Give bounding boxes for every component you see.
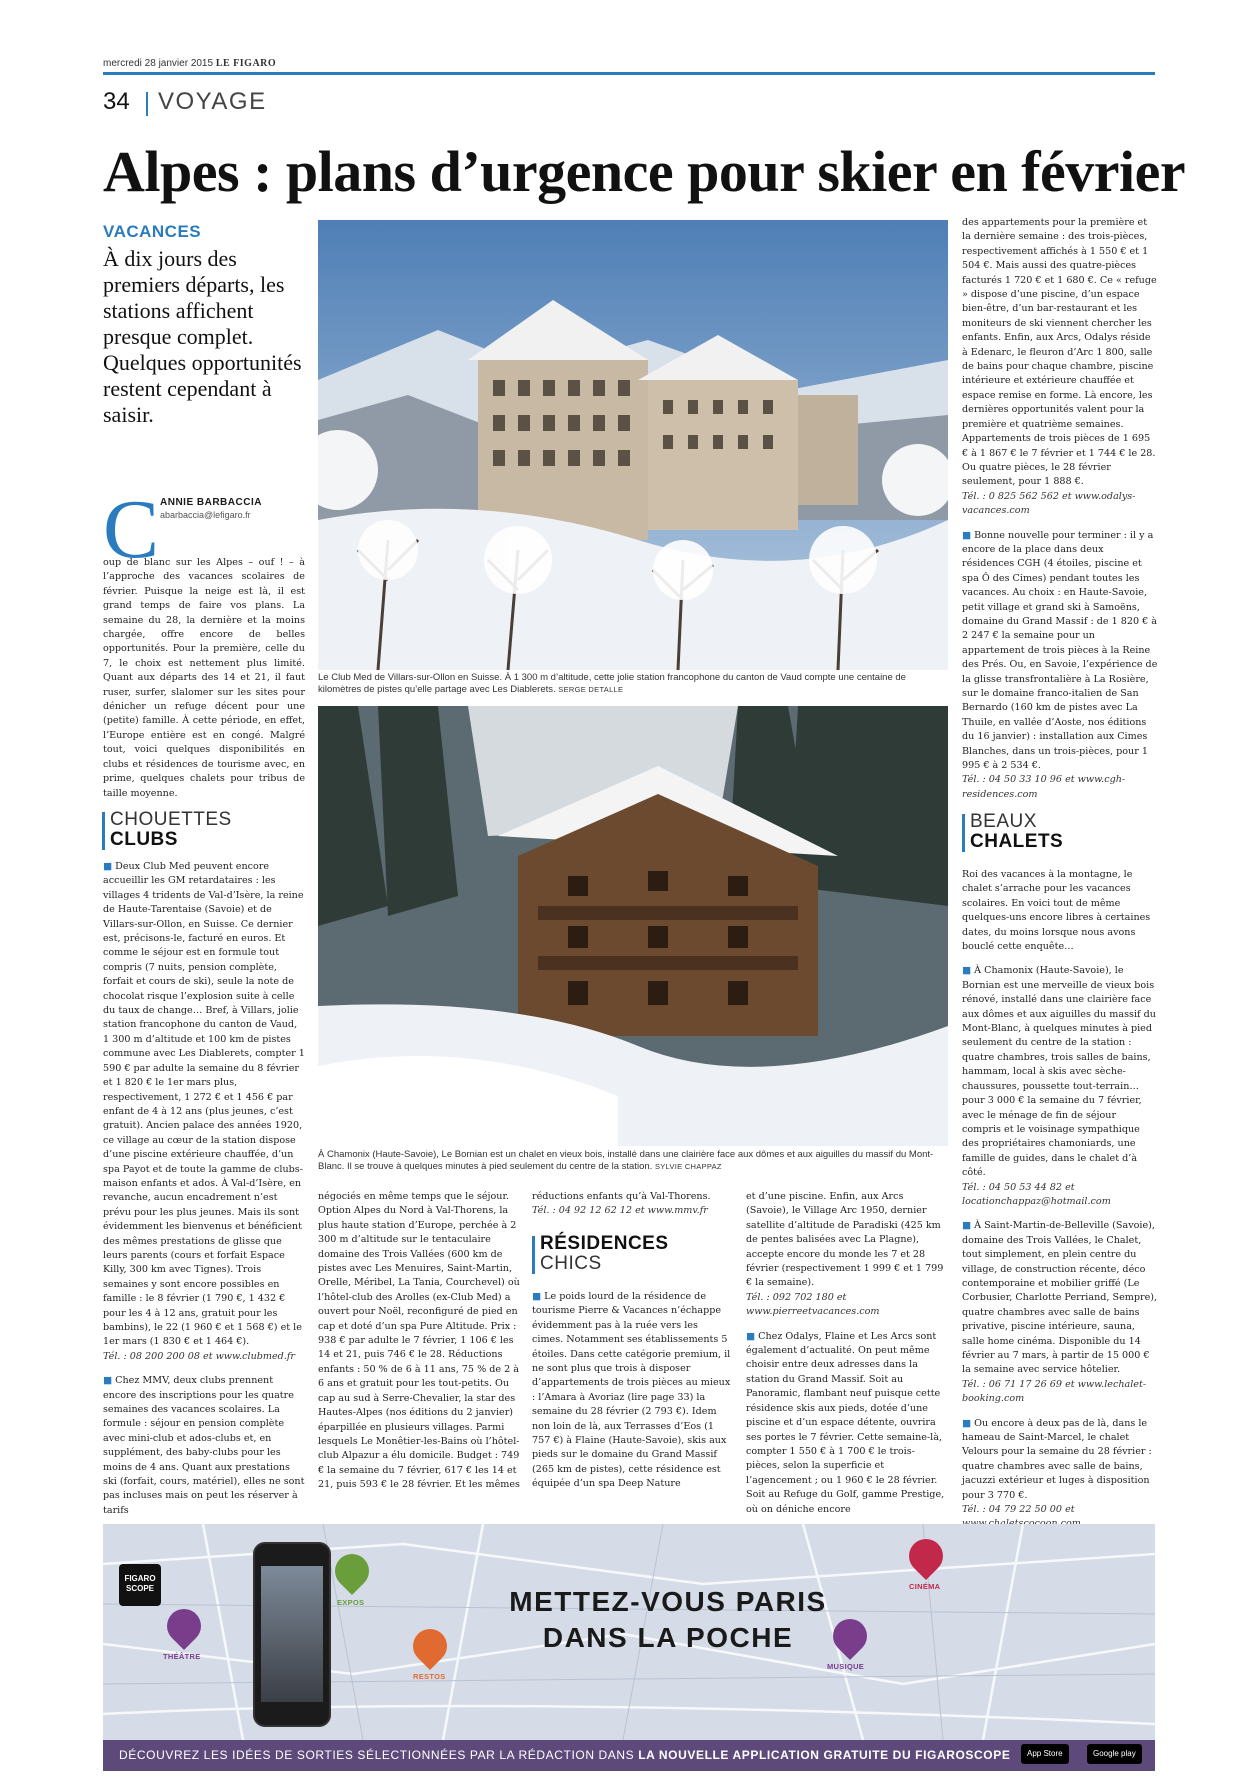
photo-caption-club-med: Le Club Med de Villars-sur-Ollon en Suisse. À 1 300 m d’altitude, cette jolie station francophone du canton de Vaud compte une centaine de kilomètres de pistes qu’elle partage avec Les Diablerets. SERGE DETALLE xyxy=(318,672,906,695)
pin-label-restos: RESTOS xyxy=(413,1672,446,1681)
photo-club-med xyxy=(318,220,948,670)
pierre-vacances-paragraph-continued: et d’une piscine. Enfin, aux Arcs (Savoie), le Village Arc 1950, dernier satellite d’altitude de Paradiski (425 km de pentes balisées avec La Plagne), accepte encore du monde les 7 et 28 février (respectivement 1 999 € et 1 799 € la semaine). xyxy=(746,1191,944,1289)
cgh-paragraph: Bonne nouvelle pour terminer : il y a encore de la place dans deux résidences CGH (4 étoiles, piscine et spa Ô des Cimes) pendant toutes les vacances. Au choix : en Haute-Savoie, petit village et grand ski à Samoëns, domaine du Grand Massif : de 1 820 € à 2 247 € la semaine pour un appartement de trois pièces à la Reine des Prés. Ou, en Savoie, l’expérience de la glisse transfrontalière à La Rosière, sur le domaine franco-italien de San Bernardo (160 km de pistes avec La Thuile, en vallée d’Aoste, nos éditions du 16 janvier) : installation aux Cimes Blanches, dans un trois-pièces, pour 1 995 € à 2 534 €. xyxy=(962,529,1158,772)
article-column-6: Roi des vacances à la montagne, le chalet s’arrache pour les vacances scolaires. En voici tout de même quelques-uns encore libres à certaines dates, du moins lorsque nous avons bouclé cette enquête… ■ À Chamonix (Haute-Savoie), le Bornian est une merveille de vieux bois rénové, installé dans une clairière face aux dômes et aux aiguilles du massif du Mont-Blanc, à quelques minutes à pied seulement du centre de la station : quatre chambres, trois salles de bains, hammam, local à skis avec sèche-chaussures, poussette tout-terrain… pour 3 000 € la semaine du 7 février, avec le ménage de fin de séjour compris et le voisinage sympathique des propriétaires chamoniards, une famille de guides, dans le chalet d’à côté. Tél. : 04 50 53 44 82 et locationchappaz@hotmail.com ■ À Saint-Martin-de-Belleville (Savoie), domaine des Trois Vallées, le Chalet, tout simplement, en plein centre du village, de construction récente, déco contemporaine et mobilier griffé (Le Corbusier, Charlotte Perriand, Sempre), quatre chambres avec salle de bains privative, piscine intérieure, sauna, salle home cinéma. Disponible du 14 février au 7 mars, à partir de 15 000 € la semaine avec service hôtelier. Tél. : 06 71 17 26 69 et www.lechalet-booking.com ■ Ou encore à deux pas de là, dans le hameau de Saint-Marcel, le chalet Velours pour la semaine du 28 février : quatre chambres avec salle de bains, jacuzzi extérieur et luges à disposition pour 3 770 €. Tél. : 04 79 22 50 00 et xyxy=(962,868,1158,1510)
section-title-clubs: CHOUETTES CLUBS xyxy=(110,810,232,850)
author-email: abarbaccia@lefigaro.fr xyxy=(160,510,251,520)
page-number-divider xyxy=(146,92,148,116)
byline xyxy=(160,496,262,522)
pin-label-theatre: THÉÂTRE xyxy=(163,1652,201,1661)
top-rule xyxy=(103,72,1155,75)
mmv-paragraph: Chez MMV, deux clubs prennent encore des inscriptions pour les quatre semaines des vacances scolaires. La formule : séjour en pension complète avec mini-club et ados-clubs et, en supplément, des baby-clubs pour les moins de 4 ans. Quant aux prestations ski (forfait, cours, matériel), elles ne sont pas incluses mais on peut les réserver à tarifs xyxy=(103,1375,305,1516)
ad-bottom-band: DÉCOUVREZ LES IDÉES DE SORTIES SÉLECTIONNÉES PAR LA RÉDACTION DANS LA NOUVELLE APPLICATION GRATUITE DU FIGAROSCOPE xyxy=(103,1740,1155,1771)
pin-label-cinema: CINÉMA xyxy=(909,1582,941,1591)
figaroscope-advertisement[interactable] xyxy=(103,1524,1155,1771)
page-number: 34 xyxy=(103,88,130,115)
pierre-vacances-paragraph: Le poids lourd de la résidence de tourisme Pierre & Vacances n’échappe évidemment pas à la ruée vers les cimes. Notamment ses établissements 5 étoiles. Dans cette catégorie premium, il ne sont plus que trois à disposer d’appartements de trois pièces au mieux : l’Amara à Avoriaz (lire page 33) la semaine du 28 février (2 793 €). Idem non loin de là, aux Terrasses d’Eos (1 757 €) à Flaine (Haute-Savoie), skis aux pieds sur le domaine du Grand Massif (265 km de pistes), cette résidence est équipée d’un spa Deep Nature xyxy=(532,1291,731,1490)
chalet-velours-paragraph: Ou encore à deux pas de là, dans le hameau de Saint-Marcel, le chalet Velours pour la semaine du 28 février : quatre chambres avec salle de bains, jacuzzi extérieur et luges à disposition pour 3 770 €. xyxy=(962,1417,1152,1501)
ad-title: METTEZ-VOUS PARIS DANS LA POCHE xyxy=(509,1586,827,1653)
mmv-paragraph-end: réductions enfants qu’à Val-Thorens. xyxy=(532,1191,711,1202)
article-column-2 xyxy=(318,1190,520,1510)
figaroscope-logo: FIGARO SCOPE xyxy=(119,1564,161,1606)
section-title-residences: RÉSIDENCES CHICS xyxy=(540,1234,669,1274)
odalys-paragraph: Chez Odalys, Flaine et Les Arcs sont également d’actualité. On peut même choisir entre deux adresses dans la station du Grand Massif. Soit au Panoramic, flambant neuf puisque cette résidence skis aux pieds, dotée d’une piscine et d’un espace détente, ouvrira ses portes le 7 février. Cette semaine-là, compter 1 550 € à 1 700 € le trois-pièces, selon la superficie et l’agencement ; ou 1 960 € le 28 février. Soit au Refuge du Golf, gamme Prestige, où on déniche encore xyxy=(746,1330,945,1515)
lead-paragraph: oup de blanc sur les Alpes – ouf ! – à l’approche des vacances scolaires de février. Puisque la neige est là, il est grand temps de faire vos plans. La semaine du 28, la dernière et la moins chargée, offre encore de belles opportunités. Pour la première, celle du 7, le choix est nettement plus limité. Quant aux départs des 14 et 21, il faut ruser, surfer, slalomer sur les sites pour dénicher un refuge décent pour une (petite) famille. À cette période, en effet, l’Europe entière est en congé. Malgré tout, voici quelques disponibilités en clubs et résidences de tourisme avec, en prime, quelques chalets pour tribus de taille moyenne. xyxy=(103,557,305,799)
pierre-vacances-contact: Tél. : 092 702 180 et www.pierreetvacances.com xyxy=(746,1291,880,1318)
author-name: ANNIE BARBACCIA xyxy=(160,497,262,508)
mmv-paragraph-continued: négociés en même temps que le séjour. Option Alpes du Nord à Val-Thorens, la plus haute station d’Europe, perchée à 2 300 m d’altitude sur le tentaculaire domaine des Trois Vallées (600 km de pistes avec Les Menuires, Saint-Martin, Orelle, Méribel, La Tania, Courchevel) où l’hôtel-club des Arolles (ex-Club Med) a ouvert pour Noël, reconfiguré de pied en cap et doté d’un spa Pure Altitude. Prix : 938 € par adulte le 7 février, 1 106 € les 14 et 21, puis 746 € le 28. Réductions enfants : 50 % de 6 à 11 ans, 75 % de 2 à 6 ans et gratuit pour les tout-petits. Ou cap au sud à Serre-Chevalier, la star des Hautes-Alpes (nos éditions du 2 janvier) éparpillée en plusieurs villages. Parmi lesquels Le Monêtier-les-Bains où l’hôtel-club Alpazur a élu domicile. Budget : 749 € la semaine du 7 février, 617 € les 14 et 21, puis 593 € le 28 février. Et les mêmes xyxy=(318,1191,520,1491)
odalys-paragraph-continued: des appartements pour la première et la dernière semaine : des trois-pièces, respectivement affichés à 1 550 € et 1 504 €. Mais aussi des quatre-pièces facturés 1 720 € et 1 680 €. Ce « refuge » dispose d’une piscine, d’un espace bien-être, d’un bar-restaurant et les moniteurs de ski viennent chercher les enfants. Enfin, aux Arcs, Odalys réside à Edenarc, le fleuron d’Arc 1 800, salle de bains pour chaque chambre, piscine intérieure et extérieure chauffée et espace remise en forme. Là encore, les dernières opportunités valent pour la première et quatrième semaines. Appartements de trois pièces de 1 695 € à 1 867 € le 7 février et 1 744 € le 28. Ou quatre pièces, le 28 février seulement, pour 1 888 €. xyxy=(962,217,1157,488)
article-column-3-top xyxy=(532,1190,732,1220)
article-column-1: ■ Deux Club Med peuvent encore accueillir les GM retardataires : les villages 4 tridents de Val-d’Isère, la reine de Haute-Tarentaise (Savoie) et de Villars-sur-Ollon, en Suisse. Ce dernier est, précisons-le, facturé en euros. Et comme le séjour est en formule tout compris (7 nuits, pension complète, forfait et cours de ski), seule la note de chocolat risque l’explosion suite à celle du taux de change… Bref, à Villars, jolie station francophone du canton de Vaud, 1 300 m d’altitude et 100 km de pistes commune avec Les Diablerets, compter 1 590 € par adulte la semaine du 8 février et 1 820 € le 1er mars plus, respectivement, 1 272 € et 1 456 € par enfant de 4 à 12 ans (plus jeunes, c’est gratuit). Ancien palace des années 1920, ce village au cœur de la station dispose d’une piscine extérieure chauffée, d’un spa Payot et de toute la gamme de clubs-maison enfants et ados. À Val-d’Isère, en revanche, aucun encadrement n’est prévu pour les plus jeunes. Mais ils sont évidemment les bienvenus et bénéficient des mêmes prestations de glisse que leurs parents (cours et forfait Espace Killy, 300 km avec Tignes). Trois semaines y sont encore possibles en famille : le 8 février (1 790 €, 1 432 € pour les 4 à 12 ans, gratuit pour les bambins), le 22 (1 960 € et 1 568 €) et le 1er mars (1 830 € et 1 464 €). Tél. : 08 200 200 08 et www.clubmed.fr ■ Chez MMV, deux clubs prennent encore des inscriptions pour les quatre semaines des vacances scolaires. La formule : séjour en pension complète avec mini-club et ados-clubs et, en supplément, des baby-clubs pour les moins de 4 ans. Quant aux prestations ski (forfait, cours, matériel), elles ne sont pas incluses mais on peut les réserver à tarifs xyxy=(103,861,305,1516)
pin-label-musique: MUSIQUE xyxy=(827,1662,865,1671)
masthead-date: mercredi 28 janvier 2015 LE FIGARO xyxy=(103,58,277,69)
drop-cap: C xyxy=(103,483,160,576)
app-store-badge[interactable]: App Store xyxy=(1021,1744,1069,1764)
pin-label-expos: EXPOS xyxy=(337,1598,365,1607)
headline: Alpes : plans d’urgence pour skier en février xyxy=(103,139,1186,204)
chalet-velours-contact: Tél. : 04 79 22 50 00 et xyxy=(962,1504,1075,1516)
chalet-bornian-contact: Tél. : 04 50 53 44 82 et locationchappaz@hotmail.com xyxy=(962,1181,1111,1207)
article-column-4: et d’une piscine. Enfin, aux Arcs (Savoie), le Village Arc 1950, dernier satellite d’altitude de Paradiski (425 km de pentes balisées avec La Plagne), accepte encore du monde les 7 et 28 février (respectivement 1 999 € et 1 799 € la semaine). Tél. : 092 702 180 et www.pierreetvacances.com ■ Chez Odalys, Flaine et Les Arcs sont également d’actualité. On peut même choisir entre deux adresses dans la station du Grand Massif. Soit au Panoramic, flambant neuf puisque cette résidence skis aux pieds, dotée d’une piscine et d’un espace détente, ouvrira ses portes le 7 février. Cette semaine-là, compter 1 550 € à 1 700 € le trois-pièces, selon la superficie et l’agencement ; ou 1 960 € le 28 février. Soit au Refuge du Golf, gamme Prestige, où on déniche encore xyxy=(746,1191,945,1515)
le-chalet-contact: Tél. : 06 71 17 26 69 et www.lechalet-booking.com xyxy=(962,1378,1147,1405)
photo-caption-chalet: À Chamonix (Haute-Savoie), Le Bornian est un chalet en vieux bois, installé dans une clairière face aux dômes et aux aiguilles du massif du Mont-Blanc. Il se trouve à quelques minutes à pied seulement du centre de la station. SYLVIE CHAPPAZ xyxy=(318,1149,934,1172)
chapo: À dix jours des premiers départs, les stations affichent presque complet. Quelques opportunités restent cependant à saisir. xyxy=(103,246,302,427)
le-chalet-paragraph: À Saint-Martin-de-Belleville (Savoie), domaine des Trois Vallées, le Chalet, tout simplement, en plein centre du village, de construction récente, déco contemporaine et mobilier griffé (Le Corbusier, Charlotte Perriand, Sempre), quatre chambres avec salle de bains privative, piscine intérieure, sauna, salle home cinéma. Disponible du 14 février au 7 mars, à partir de 15 000 € la semaine avec service hôtelier. xyxy=(962,1220,1158,1376)
mmv-contact: Tél. : 04 92 12 62 12 et www.mmv.fr xyxy=(532,1205,708,1217)
chalets-intro: Roi des vacances à la montagne, le chalet s’arrache pour les vacances scolaires. En voici tout de même quelques-uns encore libres à certaines dates, du moins lorsque nous avons bouclé cette enquête… xyxy=(962,869,1151,953)
cgh-contact: Tél. : 04 50 33 10 96 et www.cgh-residences.com xyxy=(962,774,1126,800)
chalet-bornian-paragraph: À Chamonix (Haute-Savoie), le Bornian est une merveille de vieux bois rénové, installé dans une clairière face aux dômes et aux aiguilles du massif du Mont-Blanc, à quelques minutes à pied seulement du centre de la station : quatre chambres, trois salles de bains, hammam, local à skis avec sèche-chaussures, poussette tout-terrain… pour 3 000 € la semaine du 7 février, avec le ménage de fin de séjour compris et le voisinage sympathique des propriétaires chamoniards, une famille de guides, dans le chalet d’à côté. xyxy=(962,965,1156,1179)
photo-chalet-bornian xyxy=(318,706,948,1146)
kicker: VACANCES xyxy=(103,222,202,241)
article-column-3: ■ Le poids lourd de la résidence de tourisme Pierre & Vacances n’échappe évidemment pas à la ruée vers les cimes. Notamment ses établissements 5 étoiles. Dans cette catégorie premium, il ne sont plus que trois à disposer d’appartements de trois pièces au mieux : l’Amara à Avoriaz (lire page 33) la semaine du 28 février (2 793 €). Idem non loin de là, aux Terrasses d’Eos (1 757 €) à Flaine (Haute-Savoie), skis aux pieds sur le domaine du Grand Massif (265 km de pistes), cette résidence est équipée d’un spa Deep Nature xyxy=(532,1291,731,1490)
club-med-paragraph: Deux Club Med peuvent encore accueillir les GM retardataires : les villages 4 tridents de Val-d’Isère, la reine de Haute-Tarentaise (Savoie) et de Villars-sur-Ollon, en Suisse. Ce dernier est, précisons-le, facturé en euros. Et comme le séjour est en formule tout compris (7 nuits, pension complète, forfait et cours de ski), seule la note de chocolat risque l’explosion suite à celle du taux de change… Bref, à Villars, jolie station francophone du canton de Vaud, 1 300 m d’altitude et 100 km de pistes commune avec Les Diablerets, compter 1 590 € par adulte la semaine du 8 février et 1 820 € le 1er mars plus, respectivement, 1 272 € et 1 456 € par enfant de 4 à 12 ans (plus jeunes, c’est gratuit). Ancien palace des années 1920, ce village au cœur de la station dispose d’une piscine extérieure chauffée, d’un spa Payot et de toute la gamme de clubs-maison enfants et ados. À Val-d’Isère, en revanche, aucun encadrement n’est prévu pour les plus jeunes. Mais ils sont évidemment les bienvenus et bénéficient des mêmes prestations de glisse que leurs parents (cours et forfait Espace Killy, 300 km avec Tignes). Trois semaines y sont encore possibles en famille : le 8 février (1 790 €, 1 432 € pour les 4 à 12 ans, gratuit pour les bambins), le 22 (1 960 € et 1 568 €) et le 1er mars (1 830 € et 1 464 €). xyxy=(103,861,305,1348)
section-title-chalets: BEAUX CHALETS xyxy=(970,812,1063,852)
club-med-contact: Tél. : 08 200 200 08 et www.clubmed.fr xyxy=(103,1350,296,1362)
google-play-badge[interactable]: Google play xyxy=(1087,1744,1142,1764)
article-column-5: des appartements pour la première et la dernière semaine : des trois-pièces, respectivement affichés à 1 550 € et 1 504 €. Mais aussi des quatre-pièces facturés 1 720 € et 1 680 €. Ce « refuge » dispose d’une piscine, d’un espace bien-être, d’un bar-restaurant et les moniteurs de ski viennent chercher les enfants. Enfin, aux Arcs, Odalys réside à Edenarc, le fleuron d’Arc 1 800, salle de bains pour chaque chambre, piscine intérieure et extérieure chauffée et espace remise en forme. Là encore, les dernières opportunités valent pour la première et quatrième semaines. Appartements de trois pièces de 1 695 € à 1 867 € le 7 février et 1 744 € le 28. Ou quatre pièces, le 28 février seulement, pour 1 888 €. Tél. : 0 825 562 562 et www.odalys-vacances.com ■ Bonne nouvelle pour terminer : il y a encore de la place dans deux résidences CGH (4 étoiles, piscine et spa Ô des Cimes) pendant toutes les vacances. Au choix : en Haute-Savoie, petit village et grand ski à Samoëns, domaine du Grand Massif : de 1 820 € à 2 247 € la semaine pour un appartement de trois pièces à la Reine des Prés. Ou, en Savoie, l’expérience de la glisse transfrontalière à La Rosière, sur le domaine franco-italien de San Bernardo (160 km de pistes avec La Thuile, en vallée d’Aoste, nos éditions du 16 janvier) : installation aux Cimes Blanches, dans un trois-pièces, pour 1 995 € à 2 534 €. Tél. : 04 50 33 10 96 et www.cgh-residences.com xyxy=(962,216,1158,776)
odalys-contact: Tél. : 0 825 562 562 et www.odalys-vacances.com xyxy=(962,490,1136,517)
phone-mockup xyxy=(253,1542,331,1727)
rubric: VOYAGE xyxy=(158,88,267,115)
